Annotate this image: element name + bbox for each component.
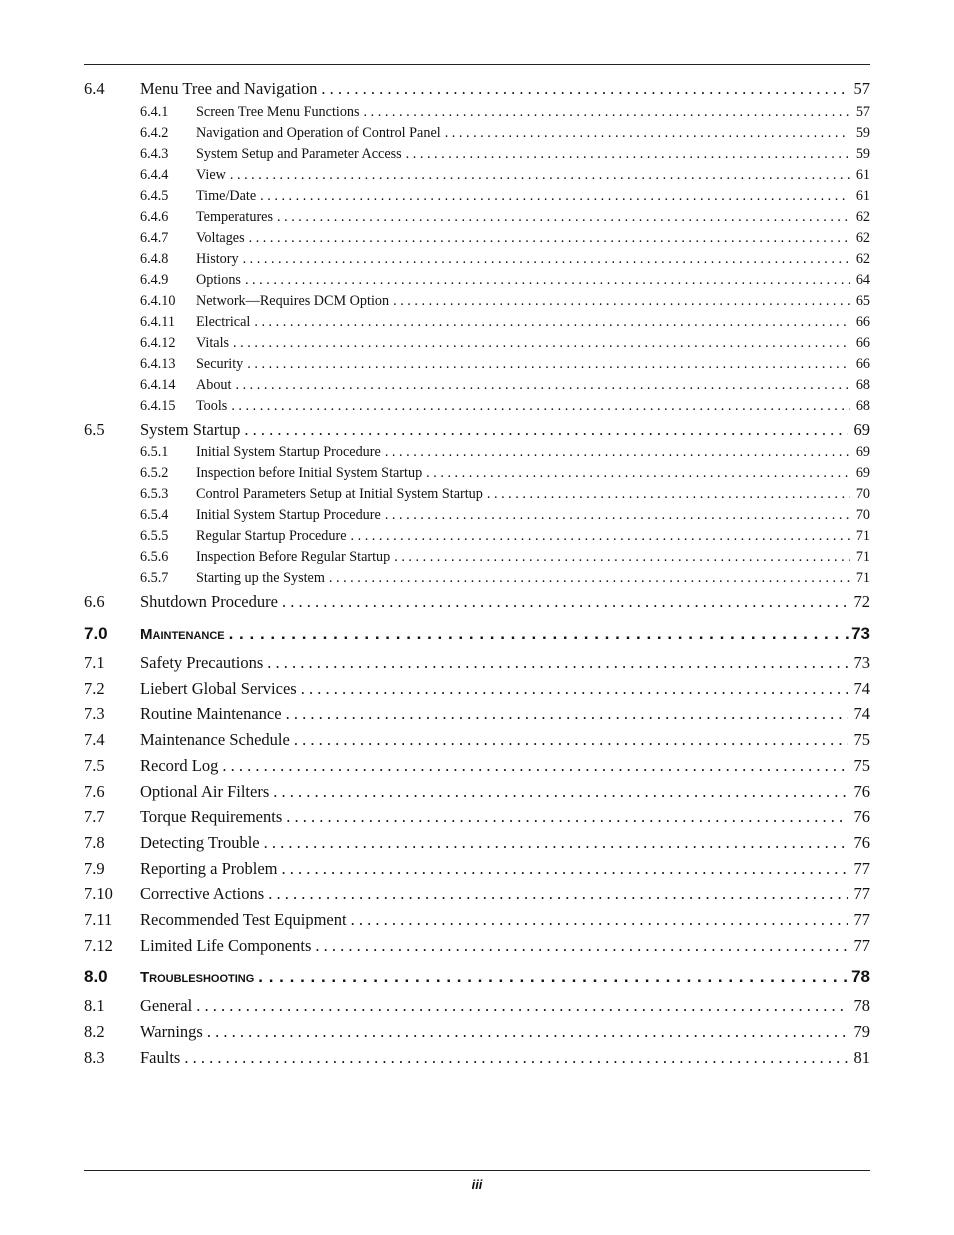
toc-section-title: Liebert Global Services: [140, 678, 297, 698]
toc-section-title: About: [196, 376, 232, 393]
toc-page-number: 77: [853, 858, 870, 878]
toc-entry[interactable]: [84, 727, 870, 753]
toc-section-title: Electrical: [196, 313, 251, 330]
toc-section-title: Maintenance Schedule: [140, 730, 290, 750]
toc-section-title: Safety Precautions: [140, 653, 264, 673]
toc-section-title: Vitals: [196, 334, 230, 351]
toc-page-number: 64: [855, 271, 870, 288]
toc-leader-dots: [245, 270, 850, 291]
toc-page-number: 78: [851, 967, 870, 987]
toc-section-title: Reporting a Problem: [140, 858, 278, 878]
toc-entry[interactable]: [84, 417, 870, 443]
toc-entry[interactable]: [84, 907, 870, 933]
toc-leader-dots: [286, 701, 848, 727]
toc-section-title: Initial System Startup Procedure: [196, 444, 381, 461]
footer-rule: [84, 1170, 870, 1171]
toc-leader-dots: [184, 1045, 847, 1071]
toc-entry[interactable]: [84, 207, 870, 228]
toc-leader-dots: [230, 165, 850, 186]
toc-page-number: 77: [853, 884, 870, 904]
toc-page-number: 62: [855, 229, 870, 246]
toc-leader-dots: [282, 589, 848, 615]
toc-entry[interactable]: [84, 617, 870, 650]
toc-page-number: 71: [855, 570, 870, 587]
toc-entry[interactable]: [84, 779, 870, 805]
toc-page-number: 57: [855, 103, 870, 120]
table-of-contents: [84, 76, 870, 1070]
toc-section-title: Network—Requires DCM Option: [196, 292, 390, 309]
toc-entry[interactable]: [84, 568, 870, 589]
toc-page-number: 62: [855, 250, 870, 267]
toc-leader-dots: [445, 123, 850, 144]
toc-section-title: History: [196, 250, 239, 267]
toc-entry[interactable]: [84, 123, 870, 144]
toc-section-number: 6.4: [84, 79, 105, 98]
toc-entry[interactable]: [84, 102, 870, 123]
toc-leader-dots: [268, 881, 847, 907]
toc-section-number: 6.4.15: [140, 397, 176, 414]
toc-entry[interactable]: [84, 165, 870, 186]
toc-section-title: Regular Startup Procedure: [196, 528, 347, 545]
toc-section-number: 6.4.9: [140, 271, 169, 288]
toc-page-number: 66: [855, 334, 870, 351]
toc-section-title: Options: [196, 271, 241, 288]
toc-page-number: 76: [853, 781, 870, 801]
toc-leader-dots: [286, 804, 847, 830]
toc-section-title: Optional Air Filters: [140, 781, 270, 801]
toc-entry[interactable]: [84, 249, 870, 270]
toc-page-number: 71: [855, 549, 870, 566]
toc-leader-dots: [394, 547, 850, 568]
toc-section-title: Temperatures: [196, 208, 273, 225]
toc-leader-dots: [260, 186, 850, 207]
toc-section-title: Starting up the System: [196, 570, 325, 587]
toc-page-number: 70: [855, 507, 870, 524]
toc-section-number: 7.8: [84, 832, 105, 852]
toc-section-number: 6.5.2: [140, 465, 169, 482]
toc-leader-dots: [235, 375, 849, 396]
toc-entry[interactable]: [84, 442, 870, 463]
toc-page-number: 79: [853, 1022, 870, 1041]
toc-section-title: System Setup and Parameter Access: [196, 145, 402, 162]
toc-section-number: 6.4.4: [140, 166, 169, 183]
toc-section-number: 8.3: [84, 1047, 105, 1067]
toc-page-number: 61: [855, 187, 870, 204]
toc-section-number: 6.5.5: [140, 528, 169, 545]
toc-page-number: 59: [855, 124, 870, 141]
toc-leader-dots: [329, 568, 850, 589]
toc-leader-dots: [426, 463, 850, 484]
toc-entry[interactable]: [84, 505, 870, 526]
toc-leader-dots: [233, 333, 850, 354]
toc-entry[interactable]: [84, 375, 870, 396]
toc-leader-dots: [207, 1019, 848, 1045]
toc-page-number: 71: [855, 528, 870, 545]
toc-section-title: Corrective Actions: [140, 884, 265, 904]
toc-section-number: 8.1: [84, 996, 105, 1016]
toc-section-title: Tools: [196, 397, 228, 414]
toc-page-number: 62: [855, 208, 870, 225]
toc-leader-dots: [301, 676, 848, 702]
toc-leader-dots: [243, 249, 850, 270]
toc-entry[interactable]: [84, 1045, 870, 1071]
toc-entry[interactable]: [84, 76, 870, 102]
toc-leader-dots: [281, 856, 847, 882]
toc-leader-dots: [244, 417, 847, 443]
toc-leader-dots: [385, 505, 850, 526]
toc-section-number: 7.9: [84, 858, 105, 878]
toc-section-number: 6.4.6: [140, 208, 169, 225]
toc-section-title: Inspection Before Regular Startup: [196, 549, 391, 566]
toc-section-title: Time/Date: [196, 187, 257, 204]
toc-entry[interactable]: [84, 753, 870, 779]
toc-section-title: Security: [196, 355, 244, 372]
toc-section-number: 6.6: [84, 592, 105, 612]
toc-entry[interactable]: [84, 589, 870, 615]
toc-leader-dots: [385, 442, 850, 463]
toc-entry[interactable]: [84, 228, 870, 249]
toc-leader-dots: [364, 102, 850, 123]
toc-section-number: 6.5.7: [140, 570, 169, 587]
toc-entry[interactable]: [84, 881, 870, 907]
toc-section-number: 8.2: [84, 1022, 105, 1041]
toc-section-title: Torque Requirements: [140, 807, 283, 827]
toc-leader-dots: [231, 396, 849, 417]
toc-entry[interactable]: [84, 270, 870, 291]
toc-page-number: 57: [853, 79, 870, 98]
toc-leader-dots: [406, 144, 850, 165]
toc-page-number: 76: [853, 807, 870, 827]
toc-section-number: 7.10: [84, 884, 113, 904]
toc-page-number: 75: [853, 730, 870, 750]
toc-entry[interactable]: [84, 933, 870, 959]
toc-page-number: 66: [855, 313, 870, 330]
toc-page-number: 69: [855, 465, 870, 482]
toc-section-number: 6.4.3: [140, 145, 169, 162]
toc-section-title: Control Parameters Setup at Initial System Startup: [196, 486, 483, 503]
toc-section-number: 7.0: [84, 624, 108, 644]
toc-section-number: 6.5.6: [140, 549, 169, 566]
toc-leader-dots: [393, 291, 850, 312]
toc-leader-dots: [249, 228, 850, 249]
toc-section-number: 6.4.12: [140, 334, 176, 351]
toc-section-title: Navigation and Operation of Control Panel: [196, 124, 441, 141]
toc-page-number: 76: [853, 832, 870, 852]
toc-page-number: 66: [855, 355, 870, 372]
toc-leader-dots: [267, 650, 847, 676]
toc-page-number: 77: [853, 935, 870, 955]
toc-section-title: Initial System Startup Procedure: [196, 507, 381, 524]
toc-section-number: 6.5.1: [140, 444, 169, 461]
toc-leader-dots: [247, 354, 850, 375]
toc-entry[interactable]: [84, 960, 870, 993]
toc-section-number: 6.5.4: [140, 507, 169, 524]
toc-page-number: 68: [855, 397, 870, 414]
toc-section-number: 6.5: [84, 419, 105, 439]
page-number: iii: [471, 1177, 483, 1192]
toc-entry[interactable]: [84, 463, 870, 484]
toc-section-number: 6.4.14: [140, 376, 176, 393]
toc-entry[interactable]: [84, 396, 870, 417]
toc-section-number: 6.4.5: [140, 187, 169, 204]
header-rule: [84, 64, 870, 65]
toc-leader-dots: [222, 753, 847, 779]
toc-leader-dots: [196, 993, 847, 1019]
toc-section-title: General: [140, 996, 193, 1016]
toc-page-number: 81: [853, 1047, 870, 1067]
toc-page-number: 68: [855, 376, 870, 393]
toc-section-title: System Startup: [140, 419, 241, 439]
toc-section-title: Warnings: [140, 1022, 203, 1041]
toc-entry[interactable]: [84, 650, 870, 676]
toc-page-number: 70: [855, 486, 870, 503]
toc-section-title: Limited Life Components: [140, 935, 312, 955]
toc-section-number: 7.7: [84, 807, 105, 827]
toc-section-title: Record Log: [140, 755, 219, 775]
toc-section-number: 8.0: [84, 967, 108, 987]
toc-section-number: 6.4.1: [140, 103, 169, 120]
toc-entry[interactable]: [84, 856, 870, 882]
toc-leader-dots: [315, 933, 847, 959]
toc-entry[interactable]: [84, 676, 870, 702]
toc-entry[interactable]: [84, 354, 870, 375]
toc-section-title: Troubleshooting: [140, 969, 255, 987]
toc-section-number: 7.4: [84, 730, 105, 750]
toc-entry[interactable]: [84, 804, 870, 830]
toc-entry[interactable]: [84, 484, 870, 505]
toc-page-number: 61: [855, 166, 870, 183]
toc-entry[interactable]: [84, 333, 870, 354]
toc-section-number: 7.1: [84, 653, 105, 673]
toc-leader-dots: [351, 526, 850, 547]
toc-page-number: 59: [855, 145, 870, 162]
toc-page-number: 78: [853, 996, 870, 1016]
toc-section-title: View: [196, 166, 226, 183]
toc-page-number: 72: [853, 592, 870, 612]
toc-section-number: 7.11: [84, 909, 113, 929]
toc-entry[interactable]: [84, 291, 870, 312]
toc-section-number: 6.5.3: [140, 486, 169, 503]
toc-leader-dots: [487, 484, 850, 505]
toc-leader-dots: [294, 727, 848, 753]
toc-page-number: 77: [853, 909, 870, 929]
toc-section-number: 6.4.2: [140, 124, 169, 141]
toc-section-number: 6.4.13: [140, 355, 176, 372]
toc-page-number: 73: [853, 653, 870, 673]
toc-leader-dots: [273, 779, 847, 805]
toc-section-number: 6.4.11: [140, 313, 175, 330]
toc-page-number: 69: [855, 444, 870, 461]
toc-section-number: 7.2: [84, 678, 105, 698]
toc-section-title: Routine Maintenance: [140, 704, 282, 724]
toc-entry[interactable]: [84, 547, 870, 568]
toc-entry[interactable]: [84, 993, 870, 1019]
toc-section-title: Inspection before Initial System Startup: [196, 465, 423, 482]
toc-entry[interactable]: [84, 1019, 870, 1045]
toc-leader-dots: [264, 830, 848, 856]
toc-section-title: Voltages: [196, 229, 245, 246]
toc-page-number: 74: [853, 678, 870, 698]
toc-section-title: Screen Tree Menu Functions: [196, 103, 360, 120]
toc-entry[interactable]: [84, 144, 870, 165]
toc-page-number: 74: [853, 704, 870, 724]
toc-section-number: 7.3: [84, 704, 105, 724]
toc-section-title: Detecting Trouble: [140, 832, 260, 852]
toc-leader-dots: [351, 907, 848, 933]
toc-section-title: Maintenance: [140, 626, 225, 644]
toc-entry[interactable]: [84, 526, 870, 547]
toc-section-title: Recommended Test Equipment: [140, 909, 347, 929]
toc-page-number: 75: [853, 755, 870, 775]
toc-section-number: 7.12: [84, 935, 113, 955]
toc-section-number: 6.4.8: [140, 250, 169, 267]
toc-section-title: Menu Tree and Navigation: [140, 79, 318, 98]
toc-entry[interactable]: [84, 701, 870, 727]
toc-section-title: Shutdown Procedure: [140, 592, 278, 612]
toc-section-number: 6.4.7: [140, 229, 169, 246]
toc-leader-dots: [258, 960, 849, 993]
toc-section-number: 6.4.10: [140, 292, 176, 309]
toc-section-title: Faults: [140, 1047, 181, 1067]
toc-leader-dots: [229, 617, 849, 650]
toc-leader-dots: [277, 207, 850, 228]
toc-page-number: 73: [851, 624, 870, 644]
toc-entry[interactable]: [84, 830, 870, 856]
toc-leader-dots: [321, 76, 847, 102]
toc-entry[interactable]: [84, 312, 870, 333]
toc-entry[interactable]: [84, 186, 870, 207]
toc-section-number: 7.6: [84, 781, 105, 801]
toc-page-number: 65: [855, 292, 870, 309]
toc-leader-dots: [254, 312, 849, 333]
toc-section-number: 7.5: [84, 755, 105, 775]
toc-page-number: 69: [853, 419, 870, 439]
